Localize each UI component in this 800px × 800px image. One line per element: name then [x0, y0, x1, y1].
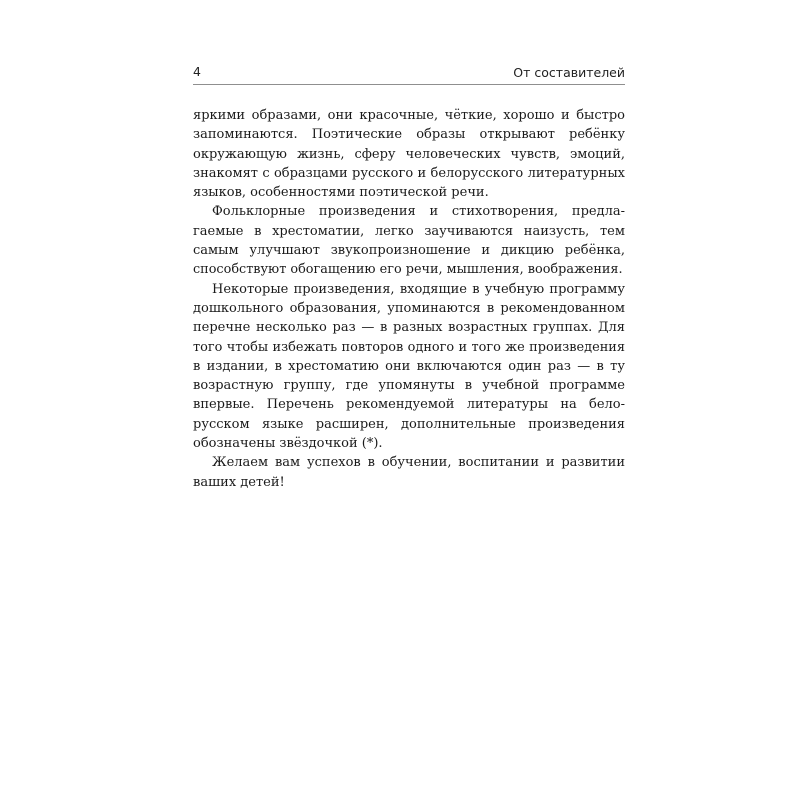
paragraph: [193, 453, 625, 492]
text-line: окружающую жизнь, сферу человеческих чувств, эмоций,: [193, 146, 625, 162]
text-line: того чтобы избежать повторов одного и того же произведения: [193, 339, 625, 355]
text-line: Некоторые произведения, входящие в учебную программу: [212, 281, 625, 297]
text-line: запоминаются. Поэтические образы открывают ребёнку: [193, 127, 625, 143]
paragraph: [193, 202, 625, 279]
text-line: возрастную группу, где упомянуты в учебной программе: [193, 378, 625, 394]
text-line: способствуют обогащению его речи, мышления, воображения.: [193, 262, 623, 278]
text-line: ваших детей!: [193, 474, 285, 490]
text-line: дошкольного образования, упоминаются в рекомендованном: [193, 300, 625, 316]
text-line: Фольклорные произведения и стихотворения, предла-: [212, 204, 625, 220]
text-line: яркими образами, они красочные, чёткие, хорошо и быстро: [193, 108, 625, 123]
page-number: 4: [193, 64, 201, 79]
text-line: гаемые в хрестоматии, легко заучиваются наизусть, тем: [193, 223, 625, 239]
text-line: русском языке расширен, дополнительные произведения: [193, 416, 625, 432]
section-title: От составителей: [513, 65, 625, 80]
text-line: знакомят с образцами русского и белорусского литературных: [193, 165, 625, 181]
text-line: языков, особенностями поэтической речи.: [193, 185, 489, 201]
text-line: в издании, в хрестоматию они включаются один раз — в ту: [193, 358, 625, 374]
paragraph: [193, 106, 625, 202]
paragraph: [193, 280, 625, 454]
text-line: впервые. Перечень рекомендуемой литературы на бело-: [193, 397, 625, 413]
text-line: Желаем вам успехов в обучении, воспитании и развитии: [212, 455, 625, 471]
running-header: [193, 62, 625, 85]
text-line: перечне несколько раз — в разных возрастных группах. Для: [193, 320, 625, 336]
text-line: самым улучшают звукопроизношение и дикцию ребёнка,: [193, 243, 625, 259]
body-text: [193, 106, 625, 492]
text-line: обозначены звёздочкой (*).: [193, 436, 383, 452]
